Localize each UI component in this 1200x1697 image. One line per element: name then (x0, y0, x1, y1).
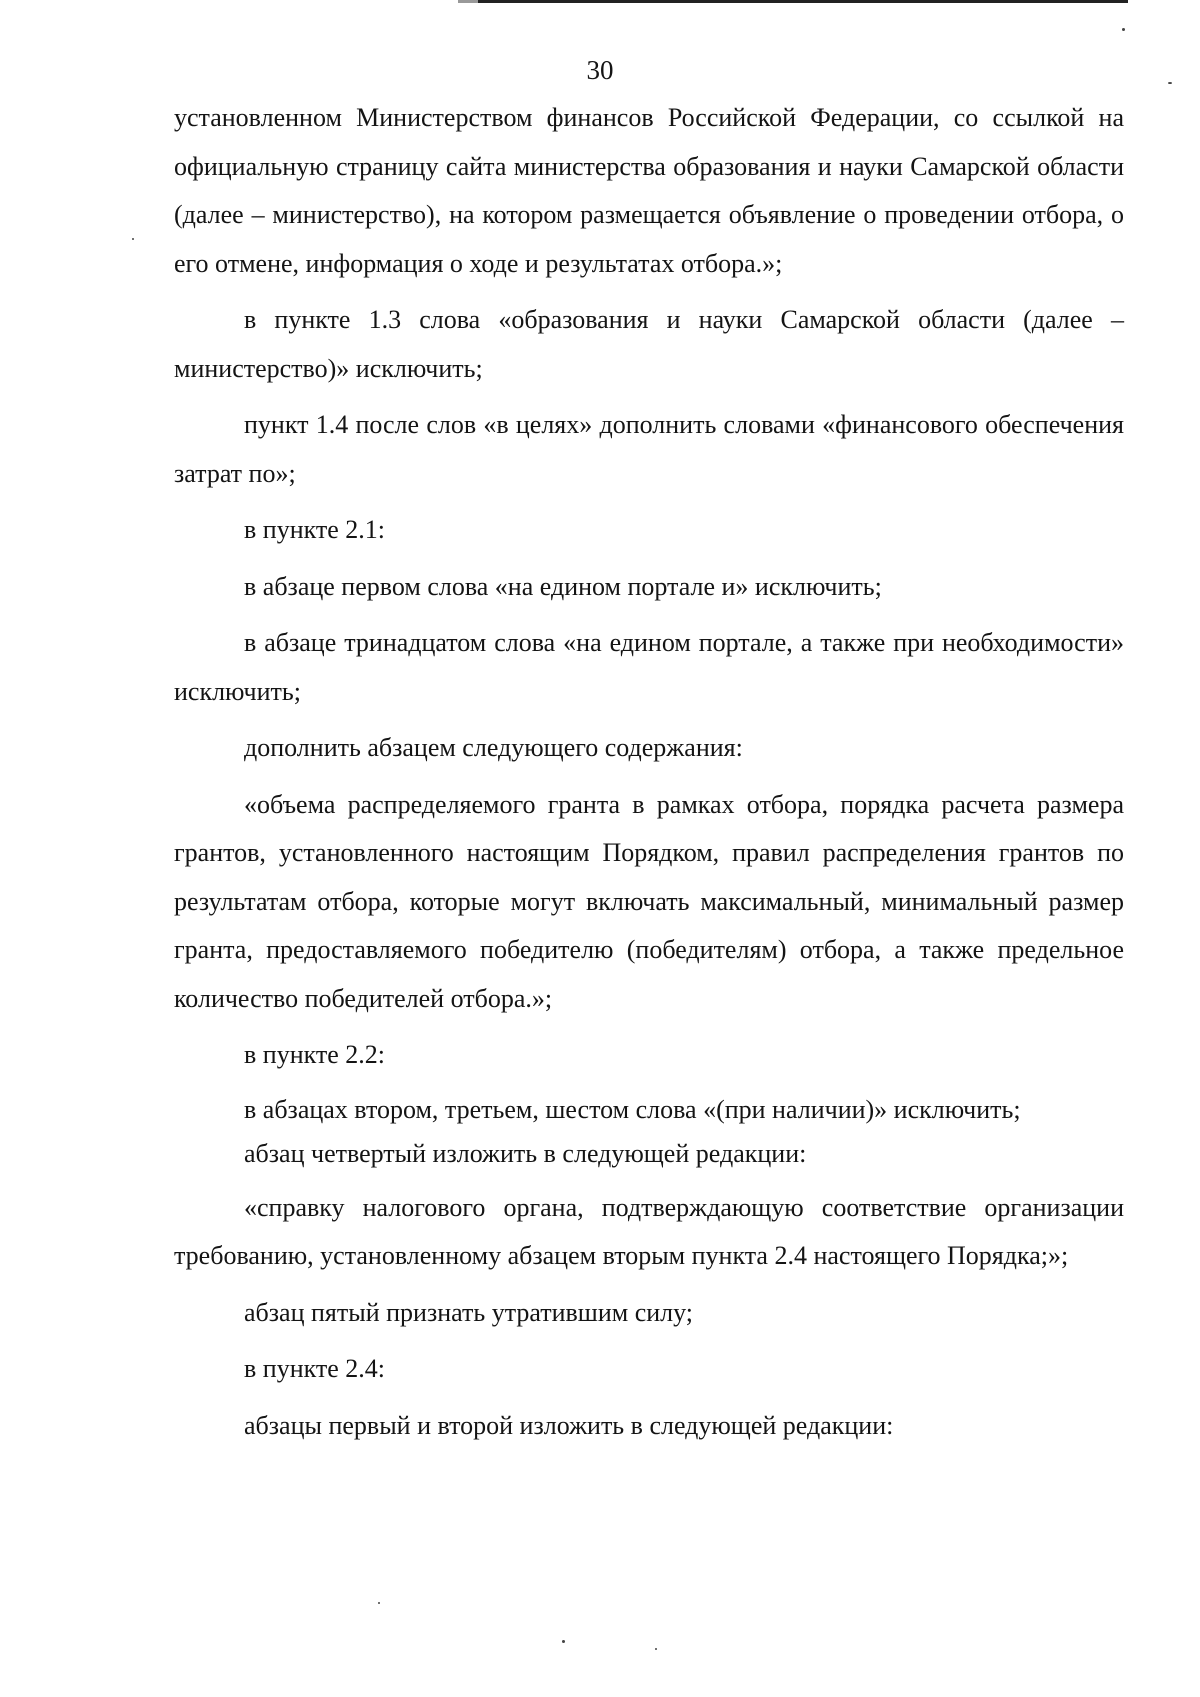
scan-speck (132, 238, 134, 240)
scan-speck (1168, 82, 1172, 84)
paragraph-grant-volume: «объема распределяемого гранта в рамках отбора, порядка расчета размера грантов, установленного настоящим Порядком, правил распределения грантов по результатам отбора, которые могут включать максимальный, минимальный размер гранта, предоставляемого победителю (победителям) отбора, а также предельное количество победителей отбора.»; (174, 789, 1124, 1013)
paragraph-add-abzac: дополнить абзацем следующего содержания: (244, 733, 743, 762)
scan-speck (562, 1640, 565, 1643)
paragraph-item-2-1: в пункте 2.1: (244, 515, 386, 544)
page-number: 30 (586, 55, 614, 85)
document-body (174, 94, 1124, 1450)
paragraph-tax-certificate: «справку налогового органа, подтверждающую соответствие организации требованию, установленному абзацем вторым пункта 2.4 настоящего Порядка;»; (174, 1192, 1124, 1270)
scan-speck (655, 1648, 657, 1650)
paragraph-item-2-4: в пункте 2.4: (244, 1354, 386, 1383)
scan-speck (378, 1602, 380, 1604)
paragraph-2-2-fourth: абзац четвертый изложить в следующей редакции: (244, 1138, 807, 1168)
scan-top-rule-fragment (458, 0, 478, 3)
paragraph-continuation: установленном Министерством финансов Российской Федерации, со ссылкой на официальную страницу сайта министерства образования и науки Самарской области (далее – министерство), на котором размещается объявление о проведении отбора, о его отмене, информация о ходе и результатах отбора.»; (174, 103, 1124, 278)
paragraph-2-2-second-third-sixth: в абзацах втором, третьем, шестом слова «(при наличии)» исключить; (244, 1094, 1021, 1124)
paragraph-item-2-2: в пункте 2.2: (244, 1040, 386, 1069)
paragraph-fifth-void: абзац пятый признать утратившим силу; (244, 1297, 694, 1327)
paragraph-2-1-thirteenth: в абзаце тринадцатом слова «на едином портале, а также при необходимости» исключить; (174, 628, 1124, 706)
paragraph-item-1-4: пункт 1.4 после слов «в целях» дополнить словами «финансового обеспечения затрат по»; (174, 410, 1124, 488)
scan-speck (1122, 28, 1125, 31)
paragraph-2-4-first-second: абзацы первый и второй изложить в следующей редакции: (244, 1410, 894, 1440)
paragraph-2-1-first: в абзаце первом слова «на едином портале и» исключить; (244, 571, 882, 601)
paragraph-item-1-3: в пункте 1.3 слова «образования и науки Самарской области (далее – министерство)» исключить; (174, 305, 1124, 383)
scan-top-rule (478, 0, 1128, 3)
